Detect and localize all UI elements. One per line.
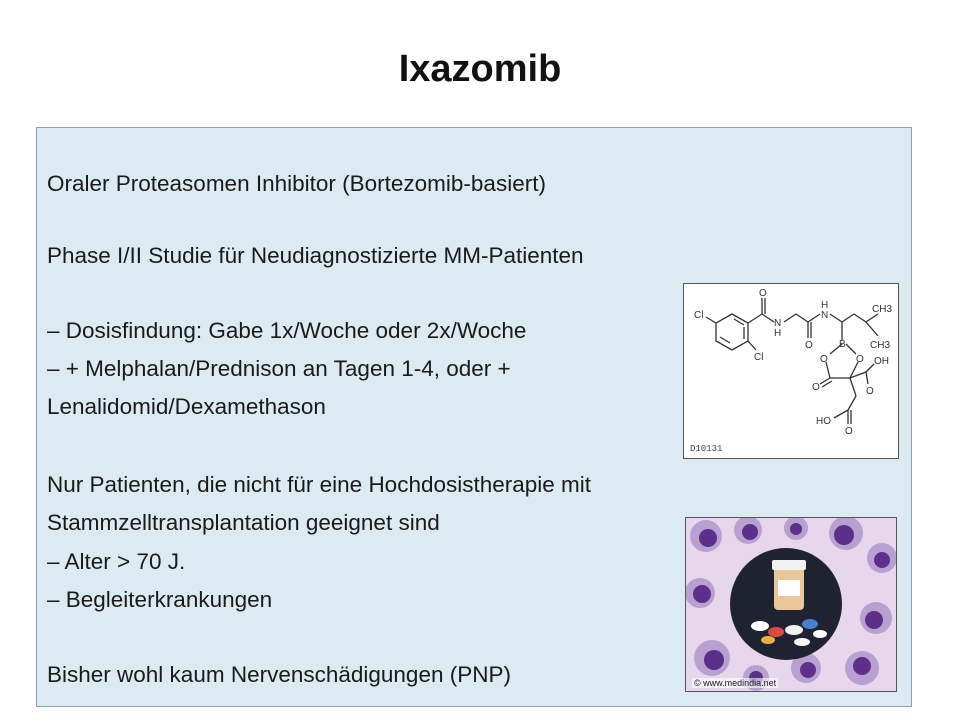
atom-label: Cl [754, 352, 764, 363]
atom-label: CH3 [872, 304, 893, 315]
text-line: Phase I/II Studie für Neudiagnostizierte MM-Patienten [47, 243, 584, 268]
content-box [36, 127, 912, 707]
text-line: Nur Patienten, die nicht für eine Hochdosistherapie mit [47, 472, 592, 497]
atom-label: O [820, 354, 828, 365]
atom-label: HO [816, 416, 831, 427]
text-line: – + Melphalan/Prednison an Tagen 1-4, oder + [47, 356, 511, 381]
text-line: Bisher wohl kaum Nervenschädigungen (PNP) [47, 662, 511, 687]
atom-label: N [774, 318, 782, 329]
atom-label: N [821, 310, 829, 321]
atom-label: Cl [694, 310, 704, 321]
atom-label: B [839, 339, 846, 350]
chemical-structure-image [683, 283, 899, 459]
atom-label: O [845, 426, 853, 437]
slide-title: Ixazomib [398, 48, 562, 90]
watermark: © www.medindia.net [694, 678, 777, 688]
text-line: – Dosisfindung: Gabe 1x/Woche oder 2x/Woche [47, 318, 527, 343]
text-line: – Alter > 70 J. [47, 549, 186, 574]
text-line: – Begleiterkrankungen [47, 587, 273, 612]
text-line: Oraler Proteasomen Inhibitor (Bortezomib-basiert) [47, 171, 546, 196]
cells-and-pills-image [685, 517, 897, 692]
atom-label: H [774, 328, 782, 339]
micrograph-illustration [686, 518, 896, 691]
atom-label: O [759, 288, 767, 299]
atom-label: H [821, 300, 829, 311]
atom-label: O [805, 340, 813, 351]
compound-code: D10131 [690, 444, 723, 454]
molecule-diagram [684, 284, 898, 458]
atom-label: OH [874, 356, 889, 367]
atom-label: O [866, 386, 874, 397]
text-line: Stammzelltransplantation geeignet sind [47, 510, 440, 535]
atom-label: O [856, 354, 864, 365]
atom-label: CH3 [870, 340, 891, 351]
atom-label: O [812, 382, 820, 393]
text-line: Lenalidomid/Dexamethason [47, 394, 326, 419]
